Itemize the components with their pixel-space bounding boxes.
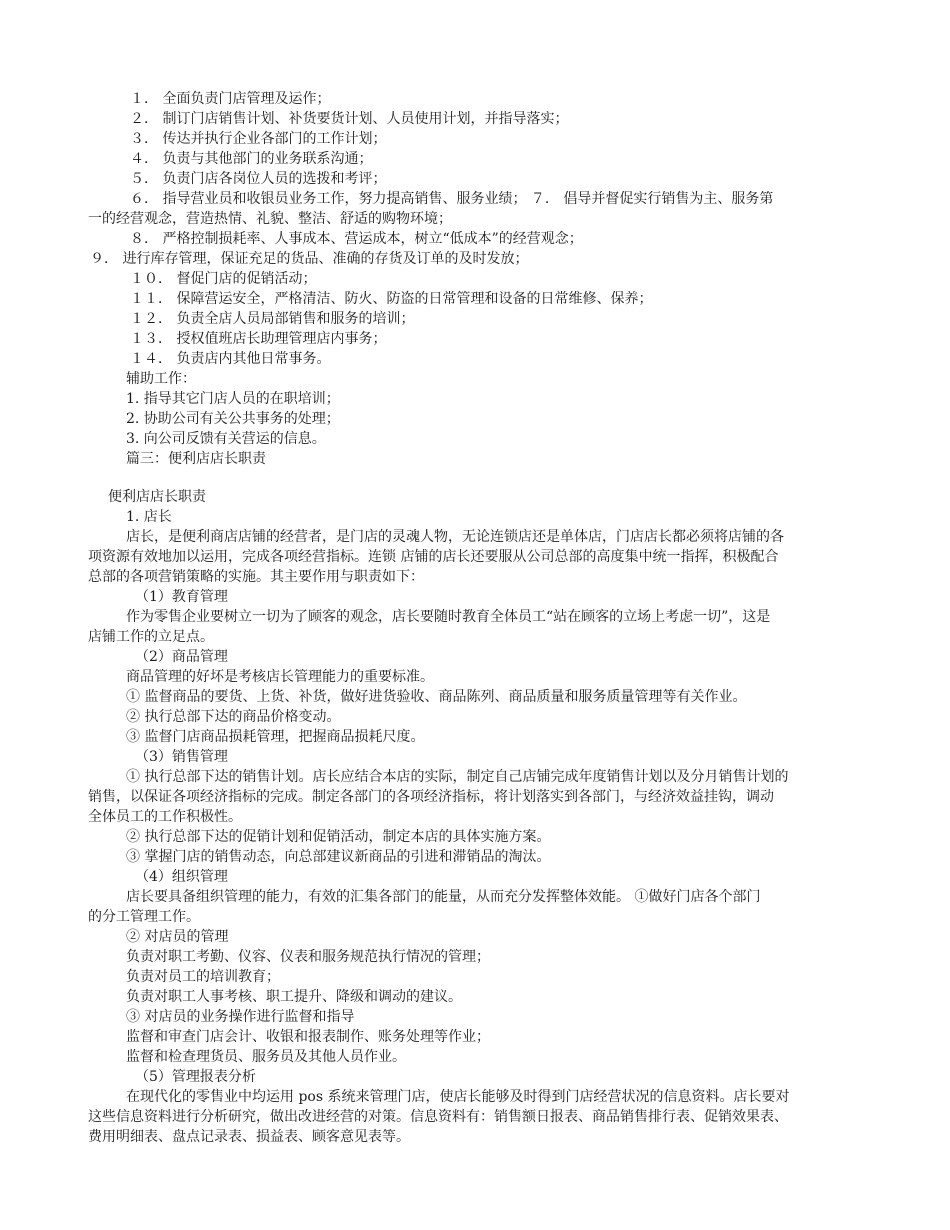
goods-line-3: ② 执行总部下达的商品价格变动。: [126, 709, 341, 725]
duty-item-13: １３． 授权值班店长助理管理店内事务；: [130, 331, 387, 347]
org-line-9: 监督和检查理货员、服务员及其他人员作业。: [126, 1049, 406, 1065]
sales-line-4: ② 执行总部下达的促销计划和促销活动，制定本店的具体实施方案。: [126, 829, 551, 845]
reports-line-3: 费用明细表、盘点记录表、损益表、顾客意见表等。: [88, 1129, 410, 1145]
aux-item-3: 3. 向公司反馈有关营运的信息。: [126, 431, 326, 447]
goods-line-2: ① 监督商品的要货、上货、补货，做好进货验收、商品陈列、商品质量和服务质量管理等有关作业。: [126, 689, 747, 705]
aux-title: 辅助工作：: [126, 371, 196, 387]
sales-line-3: 全体员工的工作积极性。: [88, 809, 242, 825]
subsection-store-manager: 1. 店长: [126, 509, 172, 525]
duty-item-9: ９． 进行库存管理，保证充足的货品、准确的存货及订单的及时发放；: [90, 251, 529, 267]
duty-item-4: ４． 负责与其他部门的业务联系沟通；: [130, 151, 373, 167]
part-heading: 篇三：便利店店长职责: [126, 451, 266, 467]
intro-line-3: 总部的各项营销策略的实施。其主要作用与职责如下：: [88, 569, 424, 585]
org-line-8: 监督和审查门店会计、收银和报表制作、账务处理等作业；: [126, 1029, 490, 1045]
sales-line-2: 销售，以保证各项经济指标的完成。制定各部门的各项经济指标，将计划落实到各部门，与经济效益挂钩，调动: [88, 789, 774, 805]
sales-line-5: ③ 掌握门店的销售动态，向总部建议新商品的引进和滞销品的淘汰。: [126, 849, 551, 865]
reports-line-1: 在现代化的零售业中均运用 pos 系统来管理门店，使店长能够及时得到门店经营状况的信息资料。店长要对: [126, 1089, 790, 1105]
duty-item-6-line1: ６． 指导营业员和收银员业务工作，努力提高销售、服务业绩； ７． 倡导并督促实行销售为主、服务第: [130, 191, 774, 207]
duty-item-6-line2: 一的经营观念，营造热情、礼貌、整洁、舒适的购物环境；: [88, 211, 452, 227]
education-line-1: 作为零售企业要树立一切为了顾客的观念，店长要随时教育全体员工“站在顾客的立场上考虑一切”，这是: [126, 609, 771, 625]
duty-item-14: １４． 负责店内其他日常事务。: [130, 351, 331, 367]
aux-item-1: 1. 指导其它门店人员的在职培训；: [126, 391, 340, 407]
reports-line-2: 这些信息资料进行分析研究，做出改进经营的对策。信息资料有：销售额日报表、商品销售排行表、促销效果表、: [88, 1109, 788, 1125]
org-line-7: ③ 对店员的业务操作进行监督和指导: [126, 1009, 355, 1025]
intro-line-2: 项资源有效地加以运用，完成各项经营指标。连锁 店铺的店长还要服从公司总部的高度集中统一指挥，积极配合: [88, 549, 779, 565]
org-line-3: ② 对店员的管理: [126, 929, 229, 945]
heading-reports: （5）管理报表分析: [135, 1069, 256, 1085]
org-line-6: 负责对职工人事考核、职工提升、降级和调动的建议。: [126, 989, 462, 1005]
aux-item-2: 2. 协助公司有关公共事务的处理；: [126, 411, 340, 427]
section-title: 便利店店长职责: [108, 489, 206, 505]
education-line-2: 店铺工作的立足点。: [88, 629, 214, 645]
org-line-1: 店长要具备组织管理的能力，有效的汇集各部门的能量，从而充分发挥整体效能。 ①做好门店各个部门: [126, 889, 761, 905]
org-line-5: 负责对员工的培训教育；: [126, 969, 280, 985]
goods-line-4: ③ 监督门店商品损耗管理，把握商品损耗尺度。: [126, 729, 425, 745]
heading-sales: （3）销售管理: [135, 749, 228, 765]
duty-item-8: ８． 严格控制损耗率、人事成本、营运成本，树立“低成本”的经营观念；: [130, 231, 583, 247]
goods-line-1: 商品管理的好坏是考核店长管理能力的重要标准。: [126, 669, 434, 685]
duty-item-5: ５． 负责门店各岗位人员的选拨和考评；: [130, 171, 387, 187]
duty-item-10: １０． 督促门店的促销活动；: [130, 271, 317, 287]
heading-education: （1）教育管理: [135, 589, 228, 605]
sales-line-1: ① 执行总部下达的销售计划。店长应结合本店的实际，制定自己店铺完成年度销售计划以及分月销售计划的: [126, 769, 789, 785]
intro-line-1: 店长，是便利商店店铺的经营者，是门店的灵魂人物，无论连锁店还是单体店，门店店长都必须将店铺的各: [126, 529, 784, 545]
duty-item-11: １１． 保障营运安全，严格清洁、防火、防盗的日常管理和设备的日常维修、保养；: [130, 291, 653, 307]
org-line-2: 的分工管理工作。: [88, 909, 200, 925]
duty-item-1: １． 全面负责门店管理及运作；: [130, 91, 331, 107]
duty-item-3: ３． 传达并执行企业各部门的工作计划；: [130, 131, 387, 147]
duty-item-2: ２． 制订门店销售计划、补货要货计划、人员使用计划，并指导落实；: [130, 111, 569, 127]
duty-item-12: １２． 负责全店人员局部销售和服务的培训；: [130, 311, 415, 327]
org-line-4: 负责对职工考勤、仪容、仪表和服务规范执行情况的管理；: [126, 949, 490, 965]
heading-goods: （2）商品管理: [135, 649, 228, 665]
heading-organization: （4）组织管理: [135, 869, 228, 885]
